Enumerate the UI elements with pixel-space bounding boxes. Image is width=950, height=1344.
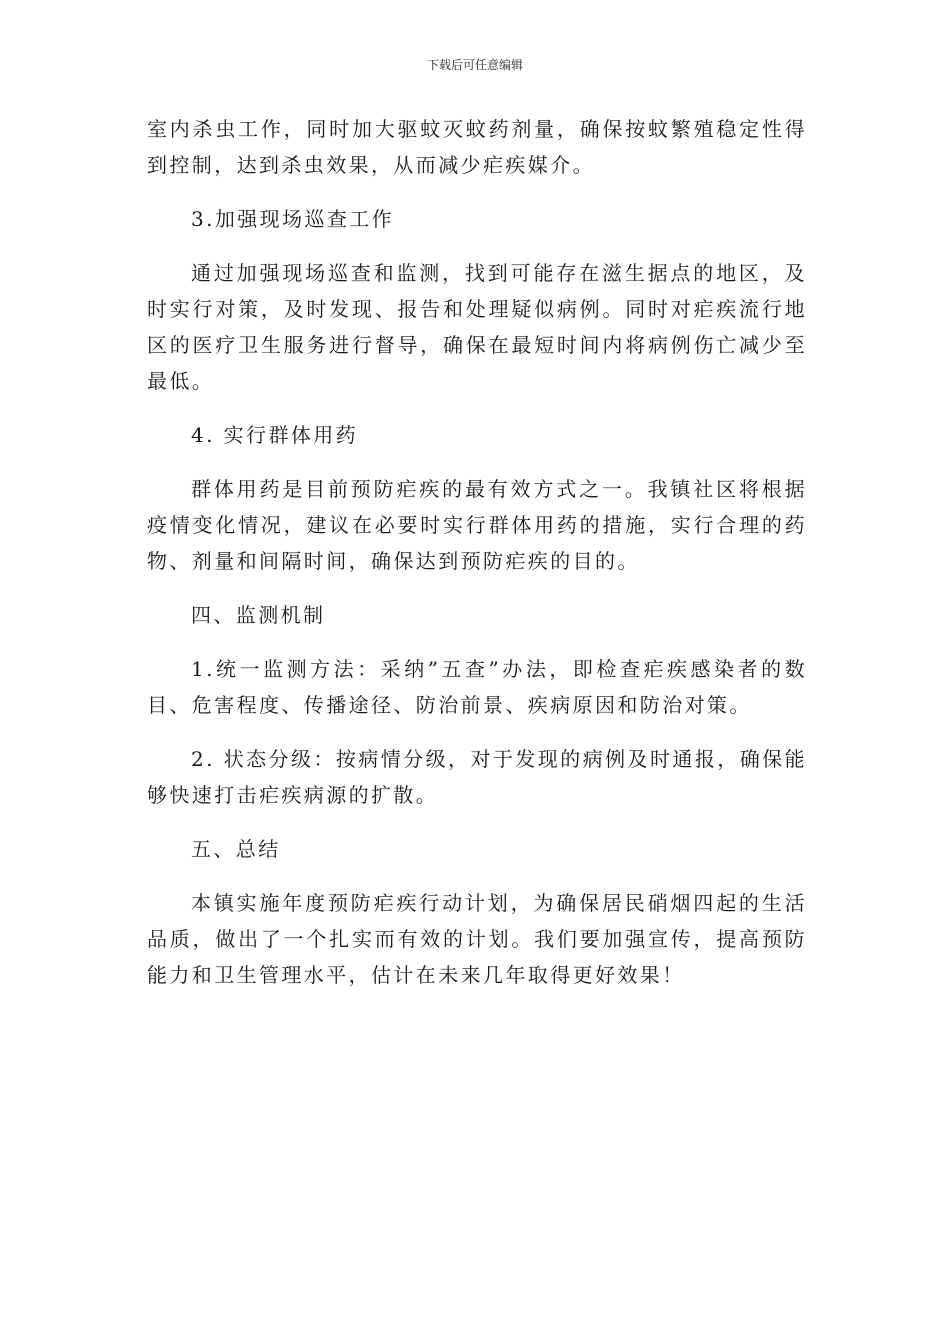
paragraph-summary: 本镇实施年度预防疟疾行动计划，为确保居民硝烟四起的生活品质，做出了一个扎实而有效的计划。我们要加强宣传，提高预防能力和卫生管理水平，估计在未来几年取得更好效果！ bbox=[147, 891, 807, 987]
heading-mass-medication: 4. 实行群体用药 bbox=[191, 423, 359, 447]
paragraph-mass-medication: 群体用药是目前预防疟疾的最有效方式之一。我镇社区将根据疫情变化情况，建议在必要时实行群体用药的措施，实行合理的药物、剂量和间隔时间，确保达到预防疟疾的目的。 bbox=[147, 477, 807, 573]
list-item-monitoring-method: 1.统一监测方法：采纳”五查”办法，即检查疟疾感染者的数目、危害程度、传播途径、防治前景、疾病原因和防治对策。 bbox=[147, 657, 807, 717]
heading-monitoring-mechanism: 四、监测机制 bbox=[191, 603, 326, 627]
list-item-status-grading: 2. 状态分级：按病情分级，对于发现的病例及时通报，确保能够快速打击疟疾病源的扩散。 bbox=[147, 747, 807, 807]
paragraph-site-inspection: 通过加强现场巡查和监测，找到可能存在滋生据点的地区，及时实行对策，及时发现、报告和处理疑似病例。同时对疟疾流行地区的医疗卫生服务进行督导，确保在最短时间内将病例伤亡减少至最低。 bbox=[147, 261, 807, 393]
heading-site-inspection: 3.加强现场巡查工作 bbox=[191, 207, 395, 231]
page-header-note: 下载后可任意编辑 bbox=[426, 58, 523, 72]
paragraph-insecticide: 室内杀虫工作，同时加大驱蚊灭蚊药剂量，确保按蚊繁殖稳定性得到控制，达到杀虫效果，从而减少疟疾媒介。 bbox=[147, 117, 807, 177]
document-body bbox=[147, 111, 807, 993]
heading-summary: 五、总结 bbox=[191, 837, 281, 861]
